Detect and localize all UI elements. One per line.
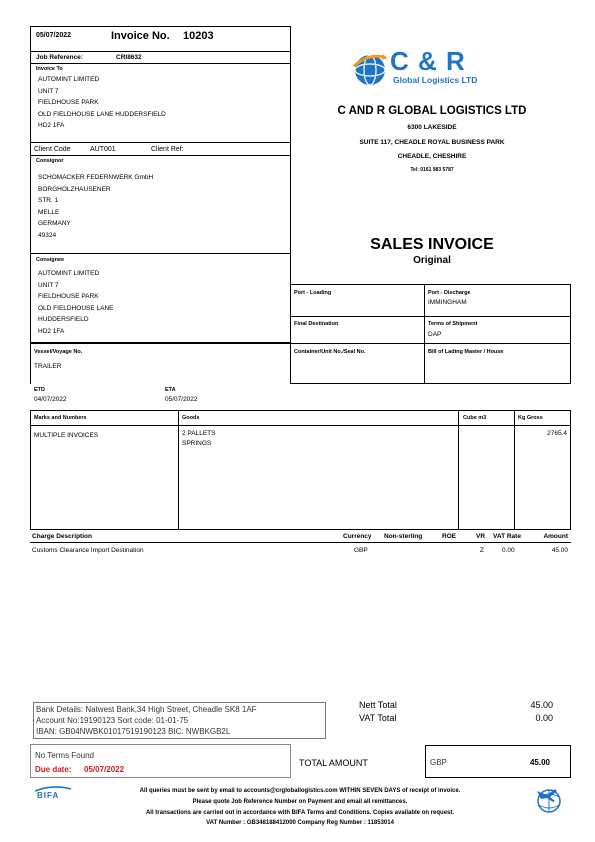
port-discharge-label: Port - Discharge: [428, 290, 471, 296]
currency-header: Currency: [343, 533, 372, 540]
due-date-value: 05/07/2022: [84, 765, 125, 774]
terms-of-shipment-label: Terms of Shipment: [428, 321, 478, 327]
terms-text: No Terms Found: [35, 751, 94, 760]
goods-description: [182, 429, 215, 449]
address-line: HD2 1FA: [38, 327, 65, 335]
document-title: SALES INVOICE: [370, 236, 494, 253]
footer-line-4: VAT Number : GB348188412000 Company Reg Number : 11853014: [206, 820, 394, 826]
bifa-logo: [33, 786, 73, 800]
job-reference-value: CRI8632: [116, 54, 142, 61]
total-amount-value: 45.00: [529, 758, 550, 767]
total-currency: GBP: [430, 758, 447, 767]
company-name: C AND R GLOBAL LOGISTICS LTD: [337, 105, 527, 117]
total-amount-label: TOTAL AMOUNT: [299, 758, 368, 768]
invoice-number-label: Invoice No.: [111, 30, 170, 42]
port-discharge-value: IMMINGHAM: [428, 299, 467, 306]
invoice-to-label: Invoice To: [36, 66, 63, 72]
charge-row-vat-rate: 0.00: [502, 547, 515, 554]
address-line: GERMANY: [38, 220, 71, 228]
address-line: MELLE: [38, 208, 60, 216]
client-code-label: Client Code: [34, 146, 71, 153]
company-logo: [350, 46, 490, 90]
address-line: OLD FIELDHOUSE LANE HUDDERSFIELD: [38, 110, 166, 118]
etd-label: ETD: [34, 387, 45, 393]
nett-total-value: 45.00: [530, 700, 553, 710]
non-sterling-header: Non-sterling: [384, 533, 423, 540]
address-line: AUTOMINT LIMITED: [38, 76, 100, 83]
kg-gross-header: Kg Gross: [518, 415, 543, 421]
company-address-3: CHEADLE, CHESHIRE: [397, 153, 467, 160]
due-date-label: Due date:: [35, 765, 72, 774]
globe-plane-icon: [533, 785, 565, 815]
company-address-1: 6300 LAKESIDE: [407, 124, 457, 131]
address-line: OLD FIELDHOUSE LANE: [38, 304, 114, 312]
roe-header: ROE: [442, 533, 457, 540]
address-line: UNIT 7: [38, 87, 59, 95]
vat-rate-header: VAT Rate: [493, 533, 521, 540]
invoice-date: 05/07/2022: [36, 32, 72, 39]
logo-text: C & R: [390, 46, 466, 76]
marks-header: Marks and Numbers: [34, 415, 87, 421]
logo-subtitle: Global Logistics LTD: [393, 75, 478, 85]
bank-line-1: Bank Details: Natwest Bank,34 High Street, Cheadle SK8 1AF: [36, 705, 257, 714]
consignor-address: [38, 172, 153, 242]
amount-header: Amount: [543, 533, 568, 540]
company-address-2: SUITE 117, CHEADLE ROYAL BUSINESS PARK: [359, 139, 505, 146]
invoice-number: 10203: [183, 30, 214, 42]
address-line: FIELDHOUSE PARK: [38, 293, 99, 301]
vr-header: VR: [476, 533, 486, 540]
footer-line-1: All queries must be sent by email to accounts@crgloballogistics.com WITHIN SEVEN DAYS of receipt of invoice.: [139, 788, 461, 794]
globe-icon: [350, 48, 390, 88]
charge-row-vr: Z: [480, 547, 484, 554]
goods-header: Goods: [182, 415, 200, 421]
address-line: AUTOMINT LIMITED: [38, 270, 100, 277]
address-line: BORGHOLZHAUSENER: [38, 185, 111, 193]
invoice-to-address: [38, 74, 166, 132]
address-line: HD2 1FA: [38, 122, 65, 130]
marks-value: MULTIPLE INVOICES: [34, 432, 99, 439]
vat-total-value: 0.00: [535, 713, 553, 723]
footer-line-2: Please quote Job Reference Number on Payment and email all remittances.: [192, 799, 408, 805]
company-tel: Tel: 0161 983 5787: [410, 167, 454, 173]
goods-line: 2 PALLETS: [182, 430, 216, 437]
port-loading-label: Port - Loading: [294, 290, 332, 296]
footer-line-3: All transactions are carried out in accordance with BIFA Terms and Conditions. Copies available on request.: [145, 810, 455, 816]
charge-row-desc: Customs Clearance Import Destination: [32, 547, 144, 554]
vessel-value: TRAILER: [34, 363, 62, 370]
vessel-label: Vessel/Voyage No.: [34, 349, 83, 355]
etd-value: 04/07/2022: [34, 396, 67, 403]
charge-desc-header: Charge Description: [32, 533, 92, 540]
address-line: SCHOMACKER FEDERNWERK GmbH: [38, 174, 154, 181]
address-line: UNIT 7: [38, 281, 59, 289]
eta-value: 05/07/2022: [165, 396, 198, 403]
container-label: Container/Unit No./Seal No.: [294, 349, 366, 355]
terms-of-shipment-value: DAP: [428, 331, 442, 338]
vat-total-label: VAT Total: [359, 713, 397, 723]
goods-line: SPRINGS: [182, 440, 212, 447]
job-reference-label: Job Reference:: [36, 54, 83, 61]
bank-line-2: Account No:19190123 Sort code: 01-01-75: [36, 716, 189, 725]
cube-header: Cube m3: [463, 415, 487, 421]
nett-total-label: Nett Total: [359, 700, 397, 710]
document-subtitle: Original: [413, 255, 451, 266]
final-destination-label: Final Destination: [294, 321, 339, 327]
consignor-label: Consignor: [36, 158, 64, 164]
client-ref-label: Client Ref:: [151, 146, 184, 153]
bifa-text: BIFA: [37, 791, 60, 800]
consignee-label: Consignee: [36, 257, 65, 263]
eta-label: ETA: [165, 387, 176, 393]
address-line: FIELDHOUSE PARK: [38, 99, 99, 107]
address-line: 49324: [38, 231, 57, 239]
kg-gross-value: 2765.4: [547, 430, 567, 437]
bank-line-3: IBAN: GB04NWBK01017519190123 BIC: NWBKGB2L: [36, 727, 231, 736]
address-line: STR. 1: [38, 197, 59, 205]
consignee-address: [38, 268, 114, 338]
address-line: HUDDERSFIELD: [38, 316, 89, 324]
client-code-value: AUT001: [90, 146, 116, 153]
charge-row-currency: GBP: [354, 547, 368, 554]
goods-table: [30, 410, 571, 530]
bill-of-lading-label: Bill of Lading Master / House: [428, 349, 504, 355]
charge-row-amount: 45.00: [551, 547, 568, 554]
